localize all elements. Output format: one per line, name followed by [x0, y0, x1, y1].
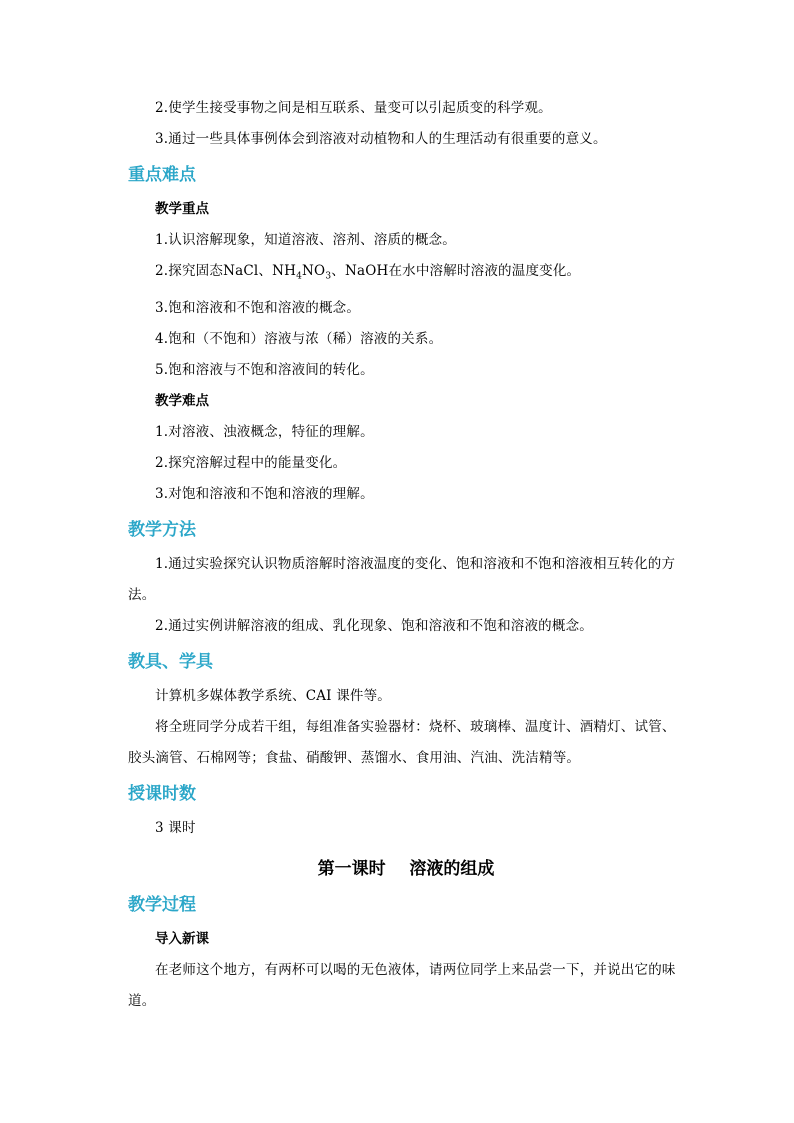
- focus-item: 4.饱和（不饱和）溶液与浓（稀）溶液的关系。: [155, 330, 443, 347]
- lesson-title: 第一课时 溶液的组成: [317, 858, 495, 879]
- method-item: 1.通过实验探究认识物质溶解时溶液温度的变化、饱和溶液和不饱和溶液相互转化的方法。: [128, 555, 676, 603]
- process-paragraph: 在老师这个地方，有两杯可以喝的无色液体，请两位同学上来品尝一下，并说出它的味道。: [128, 961, 676, 1009]
- subheading-focus: 教学重点: [155, 201, 209, 217]
- method-item: 2.通过实例讲解溶液的组成、乳化现象、饱和溶液和不饱和溶液的概念。: [155, 617, 593, 634]
- tools-item: 将全班同学分成若干组，每组准备实验器材：烧杯、玻璃棒、温度计、酒精灯、试管、胶头滴管、石棉网等；食盐、硝酸钾、蒸馏水、食用油、汽油、洗洁精等。: [128, 718, 676, 766]
- focus-item-chemicals: 2.探究固态NaCl、$NH_4NO_3$、NaOH在水中溶解时溶液的温度变化。: [155, 263, 581, 282]
- difficulty-item: 2.探究溶解过程中的能量变化。: [155, 454, 347, 471]
- focus-item: 3.饱和溶液和不饱和溶液的概念。: [155, 299, 361, 316]
- heading-hours: 授课时数: [128, 783, 196, 804]
- heading-key-points: 重点难点: [128, 165, 196, 185]
- heading-tools: 教具、学具: [128, 651, 213, 672]
- difficulty-item: 1.对溶液、浊液概念，特征的理解。: [155, 423, 374, 440]
- subheading-difficulty: 教学难点: [155, 392, 209, 409]
- intro-item-2: 2.使学生接受事物之间是相互联系、量变可以引起质变的科学观。: [155, 100, 552, 116]
- difficulty-item: 3.对饱和溶液和不饱和溶液的理解。: [155, 485, 374, 502]
- focus-item: 5.饱和溶液与不饱和溶液间的转化。: [155, 361, 374, 378]
- heading-process: 教学过程: [128, 894, 196, 915]
- heading-methods: 教学方法: [128, 519, 196, 540]
- document-body: [128, 93, 684, 1017]
- focus-item: 1.认识溶解现象，知道溶液、溶剂、溶质的概念。: [155, 232, 456, 248]
- subheading-intro: 导入新课: [155, 930, 209, 947]
- hours-value: 3 课时: [155, 819, 196, 836]
- tools-item: 计算机多媒体教学系统、CAI 课件等。: [155, 687, 392, 704]
- intro-item-3: 3.通过一些具体事例体会到溶液对动植物和人的生理活动有很重要的意义。: [155, 131, 607, 147]
